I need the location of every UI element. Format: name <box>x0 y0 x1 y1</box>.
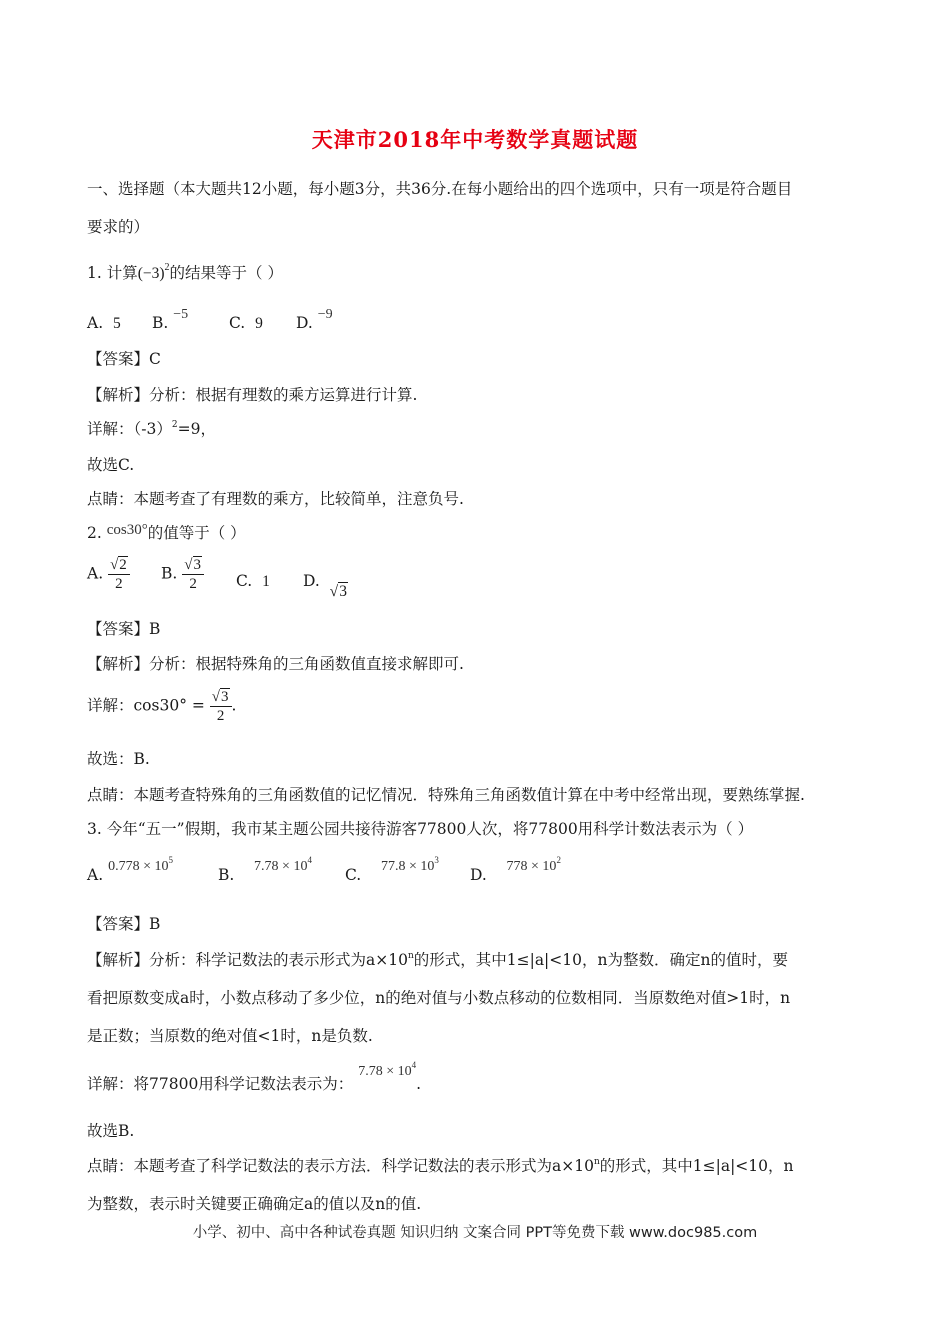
q3-a-label: A. <box>87 866 104 884</box>
q2-d-label: D. <box>303 572 320 590</box>
q3-b-value <box>254 855 312 874</box>
q1-expression <box>137 262 170 282</box>
q1-a-value: 5 <box>112 315 121 332</box>
q1-option-d <box>296 307 333 333</box>
q2-b-numerator <box>182 556 204 575</box>
q1-detail-suffix: =9， <box>177 420 216 438</box>
page-title: 天津市2018年中考数学真题试题 <box>311 127 639 152</box>
q1-option-b <box>152 307 189 333</box>
q2-detail-numerator <box>210 688 232 707</box>
sqrt-icon: √ <box>110 557 119 573</box>
q3-d-exponent: 2 <box>556 855 561 865</box>
q3-option-a <box>87 855 173 885</box>
q3-c-exponent: 3 <box>434 855 439 865</box>
q1-detail <box>87 418 216 443</box>
q1-d-value: −9 <box>317 307 333 322</box>
q3-c-value <box>380 855 439 874</box>
q3-d-label: D. <box>470 866 487 884</box>
q2-comment: 点睛：本题考查特殊角的三角函数值的记忆情况．特殊角三角函数值计算在中考中经常出现，要熟练掌握. <box>87 786 805 804</box>
q2-detail-denominator: 2 <box>216 708 225 724</box>
q3-detail-exponent: 4 <box>411 1060 417 1070</box>
q1-exponent: 2 <box>164 262 170 273</box>
page-footer: 小学、初中、高中各种试卷真题 知识归纳 文案合同 PPT等免费下载 www.doc985.com <box>192 1225 758 1241</box>
q2-b-label: B. <box>161 564 178 583</box>
q2-b-radicand: 3 <box>193 557 201 573</box>
q2-a-radicand: 2 <box>119 557 127 573</box>
q1-c-label: C. <box>229 314 246 332</box>
q2-b-fraction <box>182 556 204 593</box>
q3-a-value <box>108 855 173 874</box>
q1-c-value: 9 <box>255 315 263 332</box>
q2-option-b <box>161 556 204 593</box>
q3-d-value <box>506 855 561 874</box>
q2-detail-prefix: 详解：cos30° = <box>87 696 205 715</box>
q3-analysis-line3: 是正数；当原数的绝对值<1时，n是负数. <box>87 1027 373 1045</box>
q1-option-c <box>229 314 263 333</box>
sqrt-icon: √ <box>184 557 193 573</box>
q3-option-c <box>345 855 439 885</box>
sqrt-icon: √ <box>211 689 221 705</box>
q2-detail-suffix: . <box>231 696 237 715</box>
q3-detail-prefix: 详解：将77800用科学记数法表示为： <box>87 1075 354 1093</box>
q3-option-b <box>218 855 312 885</box>
q3-comment-1a: 点睛：本题考查了科学记数法的表示方法．科学记数法的表示形式为a×10 <box>87 1157 594 1175</box>
q3-analysis-exponent: n <box>407 951 414 961</box>
q1-suffix: 的结果等于（ ） <box>169 264 283 282</box>
q2-detail-radicand: 3 <box>221 689 229 705</box>
q3-a-exponent: 5 <box>168 855 173 865</box>
q3-analysis-1b: 的形式，其中1≤|a|<10，n为整数．确定n的值时，要 <box>413 951 788 969</box>
q2-a-numerator <box>108 556 130 575</box>
q1-choose: 故选C. <box>87 456 135 474</box>
q2-a-label: A. <box>87 564 104 583</box>
q3-c-base: 77.8 × 10 <box>380 859 435 874</box>
q2-option-a <box>87 556 130 593</box>
q2-b-denominator: 2 <box>189 576 197 592</box>
q1-option-a <box>87 314 121 333</box>
q3-comment-exponent: n <box>593 1157 600 1167</box>
q2-d-radicand: 3 <box>339 583 347 600</box>
q1-base: (−3) <box>137 265 165 282</box>
q2-choose: 故选：B. <box>87 750 150 768</box>
q1-detail-prefix: 详解：（-3） <box>87 420 172 438</box>
question-1-stem <box>87 262 283 287</box>
q2-a-fraction <box>108 556 130 593</box>
q3-b-base: 7.78 × 10 <box>254 859 308 874</box>
q3-c-label: C. <box>345 866 362 884</box>
q1-comment: 点睛：本题考查了有理数的乘方，比较简单，注意负号. <box>87 490 464 508</box>
q1-prefix: 1. 计算 <box>87 264 138 282</box>
q3-comment-line1 <box>87 1155 794 1180</box>
q2-detail <box>87 688 236 725</box>
q2-expression: cos30° <box>106 522 148 538</box>
section-heading-line2: 要求的） <box>87 218 150 236</box>
q2-detail-fraction <box>210 688 232 725</box>
q1-b-value: −5 <box>173 307 189 322</box>
q2-c-value: 1 <box>262 573 270 590</box>
question-2-stem <box>87 522 246 545</box>
question-3-stem: 3. 今年“五一”假期，我市某主题公园共接待游客77800人次，将77800用科学计数法表示为（ ） <box>87 820 754 838</box>
q3-choose: 故选B. <box>87 1122 135 1140</box>
q2-option-c <box>236 572 270 591</box>
q1-answer: 【答案】C <box>87 350 161 368</box>
q1-analysis: 【解析】分析：根据有理数的乘方运算进行计算. <box>87 386 418 404</box>
q3-comment-1b: 的形式，其中1≤|a|<10，n <box>599 1157 794 1175</box>
q2-d-value <box>330 583 348 600</box>
q2-option-d <box>303 572 348 600</box>
q3-b-label: B. <box>218 866 235 884</box>
sqrt-icon: √ <box>329 583 339 600</box>
q2-analysis: 【解析】分析：根据特殊角的三角函数值直接求解即可. <box>87 655 464 673</box>
q1-detail-exponent: 2 <box>171 420 178 430</box>
q3-analysis-line1 <box>87 949 788 974</box>
q1-d-label: D. <box>296 314 313 332</box>
q2-a-denominator: 2 <box>115 576 123 592</box>
q2-c-label: C. <box>236 572 253 590</box>
q3-comment-line2: 为整数，表示时关键要正确确定a的值以及n的值. <box>87 1195 422 1213</box>
q1-b-label: B. <box>152 314 169 332</box>
q3-option-d <box>470 855 561 885</box>
q2-suffix: 的值等于（ ） <box>147 524 246 542</box>
q2-prefix: 2. <box>87 524 102 542</box>
q3-detail-suffix: . <box>416 1075 422 1093</box>
q3-analysis-1a: 【解析】分析：科学记数法的表示形式为a×10 <box>87 951 408 969</box>
q3-a-base: 0.778 × 10 <box>108 859 169 874</box>
q3-b-exponent: 4 <box>307 855 312 865</box>
q2-answer: 【答案】B <box>87 620 161 638</box>
section-heading-line1: 一、选择题（本大题共12小题，每小题3分，共36分.在每小题给出的四个选项中，只有一项是符合题目 <box>87 180 793 198</box>
q3-detail-base: 7.78 × 10 <box>358 1064 412 1079</box>
q3-answer: 【答案】B <box>87 915 161 933</box>
q3-detail-value <box>358 1060 417 1079</box>
q1-a-label: A. <box>87 314 104 332</box>
q3-analysis-line2: 看把原数变成a时，小数点移动了多少位，n的绝对值与小数点移动的位数相同．当原数绝对值>1时，n <box>87 989 791 1007</box>
q3-d-base: 778 × 10 <box>506 859 557 874</box>
